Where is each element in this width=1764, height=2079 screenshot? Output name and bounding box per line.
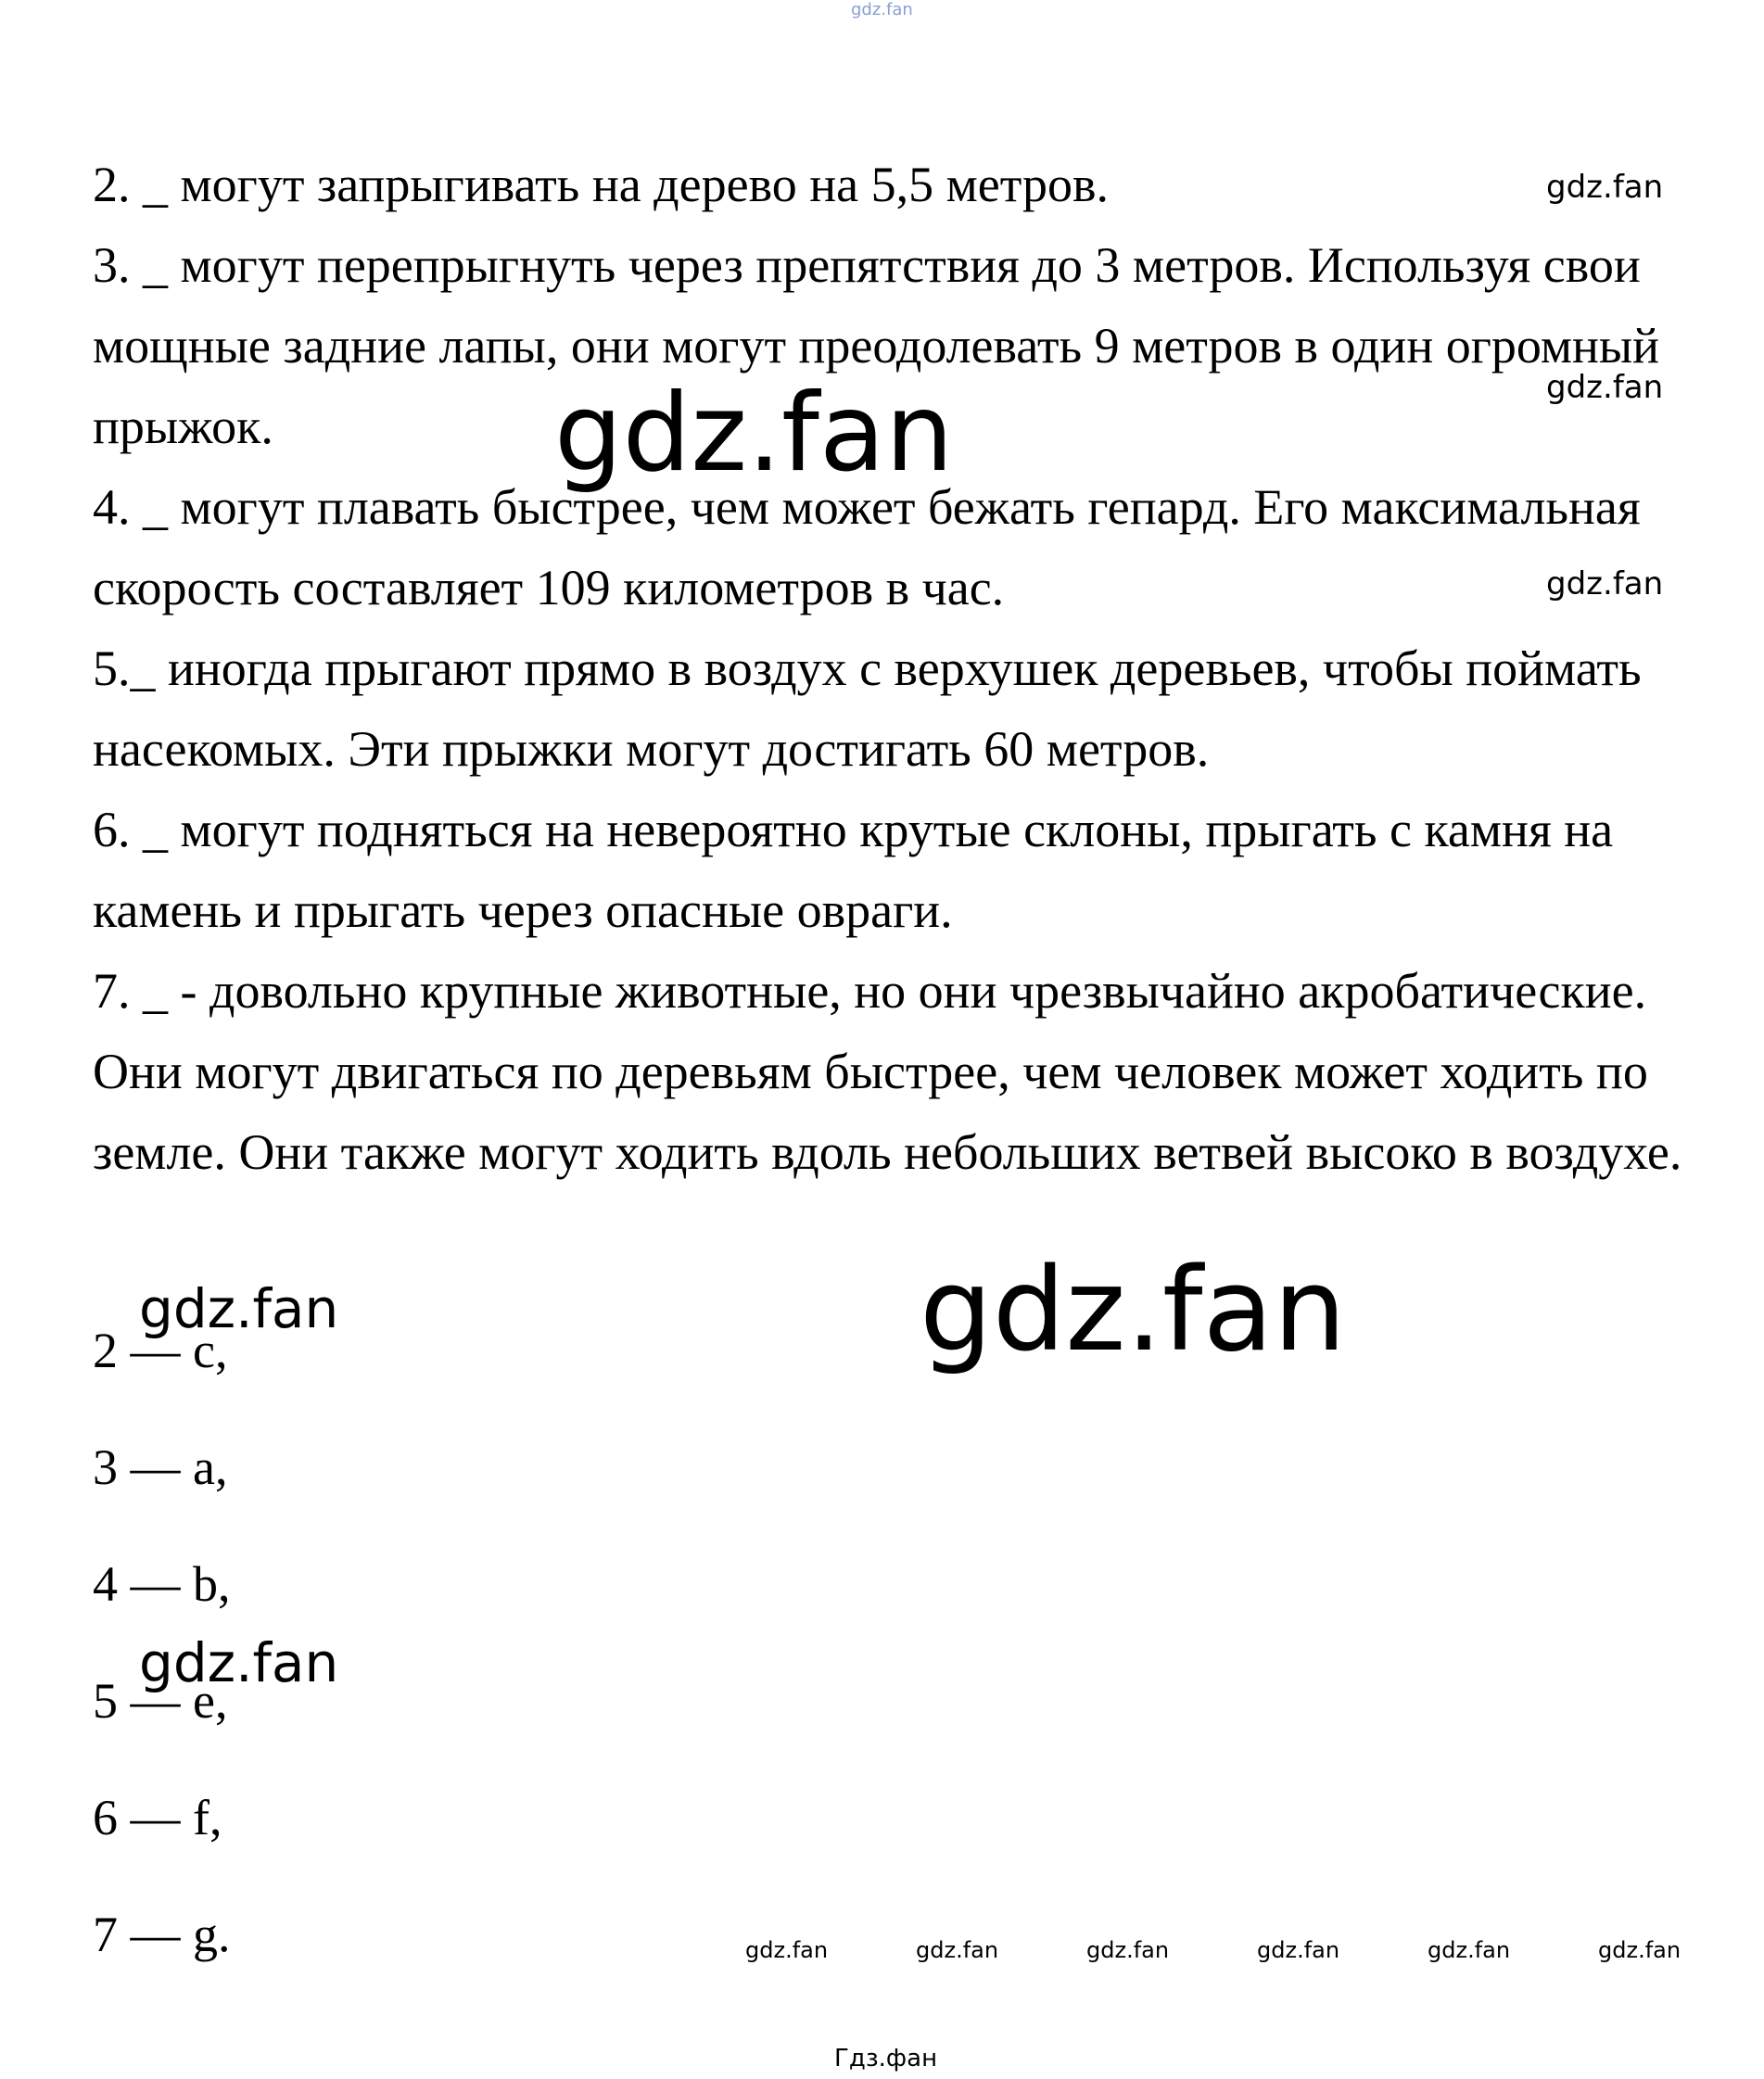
watermark: gdz.fan <box>139 1277 339 1340</box>
answer-item: 2 — c, <box>93 1323 228 1378</box>
watermark: gdz.fan <box>1546 169 1664 206</box>
watermark: gdz.fan <box>1257 1937 1340 1963</box>
watermark: gdz.fan <box>139 1631 339 1694</box>
watermark: gdz.fan <box>1086 1937 1170 1963</box>
watermark: gdz.fan <box>1546 369 1664 406</box>
answer-item: 4 — b, <box>93 1556 231 1612</box>
watermark: gdz.fan <box>1546 565 1664 602</box>
watermark: gdz.fan <box>916 1937 999 1963</box>
top-watermark: gdz.fan <box>851 0 913 19</box>
watermark: gdz.fan <box>554 371 954 496</box>
footer-text: Гдз.фан <box>834 2045 938 2073</box>
exercise-sentence-7: 7. _ - довольно крупные животные, но они чрезвычайно акробатические. Они могут двигаться по деревьям быстрее, чем человек может ходить по земле. Они также могут ходить вдоль небольших ветвей высоко в воздухе. <box>93 963 1682 1180</box>
answer-item: 3 — a, <box>93 1439 228 1495</box>
answer-item: 7 — g. <box>93 1907 231 1962</box>
exercise-sentence-4: 4. _ могут плавать быстрее, чем может бежать гепард. Его максимальная скорость составляет 109 километров в час. <box>93 479 1641 615</box>
watermark: gdz.fan <box>1428 1937 1511 1963</box>
watermark: gdz.fan <box>920 1244 1347 1377</box>
watermark: gdz.fan <box>745 1937 829 1963</box>
watermark: gdz.fan <box>1598 1937 1682 1963</box>
answer-item: 6 — f, <box>93 1790 222 1845</box>
exercise-sentence-5: 5._ иногда прыгают прямо в воздух с верхушек деревьев, чтобы поймать насекомых. Эти прыжки могут достигать 60 метров. <box>93 640 1642 777</box>
exercise-text <box>93 145 1687 1193</box>
answer-item: 5 — e, <box>93 1673 228 1729</box>
exercise-sentence-3: 3. _ могут перепрыгнуть через препятствия до 3 метров. Используя свои мощные задние лапы, они могут преодолевать 9 метров в один огромный прыжок. <box>93 237 1660 454</box>
exercise-sentence-2: 2. _ могут запрыгивать на дерево на 5,5 метров. <box>93 157 1109 212</box>
exercise-sentence-6: 6. _ могут подняться на невероятно крутые склоны, прыгать с камня на камень и прыгать через опасные овраги. <box>93 802 1614 938</box>
